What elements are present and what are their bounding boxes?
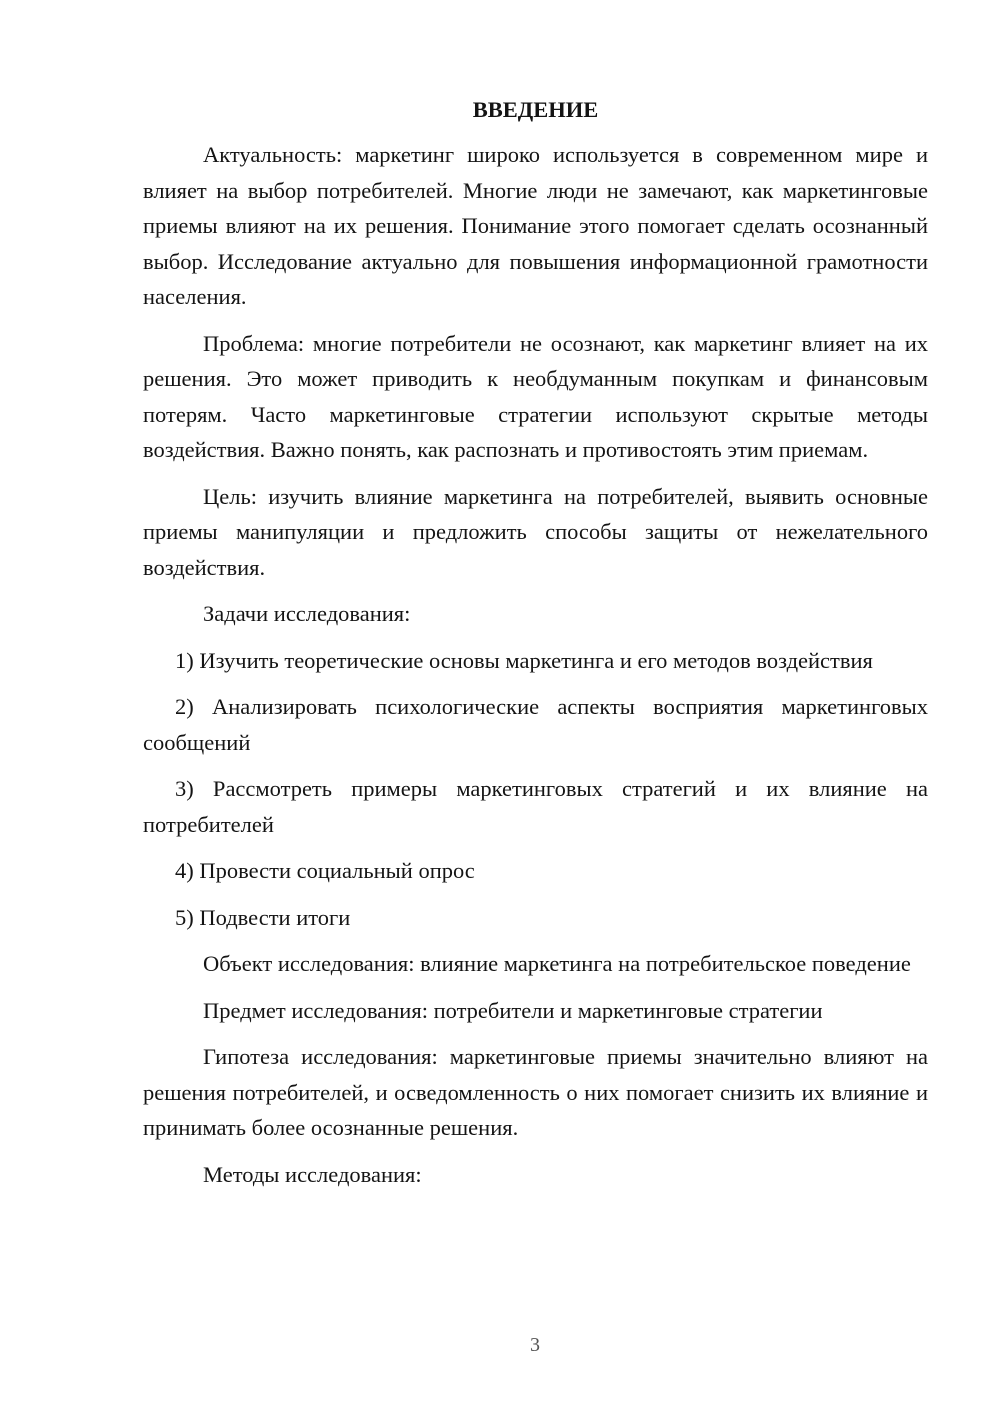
task-item-4: 4) Провести социальный опрос [175, 858, 475, 883]
task-item-5: 5) Подвести итоги [175, 904, 351, 930]
problem-paragraph: Проблема: многие потребители не осознают, как маркетинг влияет на их решения. Это может приводить к необдуманным покупкам и финансовым потерям. Часто маркетинговые стратегии используют скрытые методы воздействия. Важно понять, как распознать и противостоять этим приемам. [143, 330, 928, 462]
page-title: ВВЕДЕНИЕ [472, 97, 599, 122]
task-item-1: 1) Изучить теоретические основы маркетинга и его методов воздействия [175, 647, 873, 673]
task-item-3: 3) Рассмотреть примеры маркетинговых стратегий и их влияние на потребителей [143, 776, 928, 837]
methods-heading: Методы исследования: [203, 1161, 422, 1187]
page-number: 3 [530, 1334, 540, 1356]
tasks-heading: Задачи исследования: [203, 601, 411, 626]
task-item-2: 2) Анализировать психологические аспекты восприятия маркетинговых сообщений [143, 694, 928, 755]
goal-paragraph: Цель: изучить влияние маркетинга на потребителей, выявить основные приемы манипуляции и предложить способы защиты от нежелательного воздействия. [143, 483, 928, 580]
relevance-paragraph: Актуальность: маркетинг широко используется в современном мире и влияет на выбор потребителей. Многие люди не замечают, как маркетинговые приемы влияют на их решения. Понимание этого помогает сделать осознанный выбор. Исследование актуально для повышения информационной грамотности населения. [143, 142, 928, 309]
hypothesis-paragraph: Гипотеза исследования: маркетинговые приемы значительно влияют на решения потребителей, и осведомленность о них помогает снизить их влияние и принимать более осознанные решения. [143, 1044, 928, 1140]
document-page [143, 92, 928, 1203]
subject-paragraph: Предмет исследования: потребители и маркетинговые стратегии [203, 997, 823, 1023]
object-paragraph: Объект исследования: влияние маркетинга на потребительское поведение [203, 951, 911, 976]
